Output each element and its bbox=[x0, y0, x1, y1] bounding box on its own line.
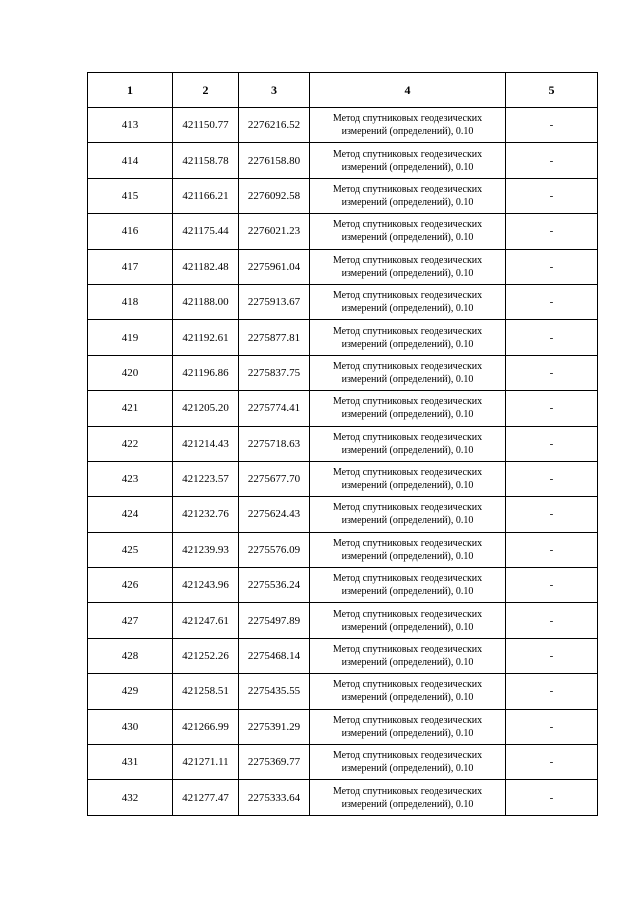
method-cell bbox=[310, 284, 506, 319]
note-cell: - bbox=[506, 426, 598, 461]
method-line-1: Метод спутниковых геодезических bbox=[332, 113, 483, 125]
table-row bbox=[88, 178, 598, 213]
point-number-cell: 426 bbox=[88, 568, 173, 603]
note-cell: - bbox=[506, 284, 598, 319]
note-cell: - bbox=[506, 355, 598, 390]
x-coordinate-cell: 421247.61 bbox=[173, 603, 239, 638]
method-cell bbox=[310, 780, 506, 815]
y-coordinate-cell: 2275961.04 bbox=[239, 249, 310, 284]
method-line-2: измерений (определений), 0.10 bbox=[341, 798, 474, 810]
y-coordinate-cell: 2275718.63 bbox=[239, 426, 310, 461]
method-cell bbox=[310, 674, 506, 709]
table-row bbox=[88, 674, 598, 709]
method-line-1: Метод спутниковых геодезических bbox=[332, 644, 483, 656]
x-coordinate-cell: 421175.44 bbox=[173, 214, 239, 249]
method-line-1: Метод спутниковых геодезических bbox=[332, 148, 483, 160]
method-line-1: Метод спутниковых геодезических bbox=[332, 325, 483, 337]
point-number-cell: 418 bbox=[88, 284, 173, 319]
note-cell: - bbox=[506, 249, 598, 284]
note-cell: - bbox=[506, 603, 598, 638]
note-cell: - bbox=[506, 391, 598, 426]
method-line-2: измерений (определений), 0.10 bbox=[341, 161, 474, 173]
method-line-2: измерений (определений), 0.10 bbox=[341, 232, 474, 244]
x-coordinate-cell: 421252.26 bbox=[173, 638, 239, 673]
method-line-1: Метод спутниковых геодезических bbox=[332, 714, 483, 726]
y-coordinate-cell: 2276021.23 bbox=[239, 214, 310, 249]
y-coordinate-cell: 2275677.70 bbox=[239, 461, 310, 496]
x-coordinate-cell: 421205.20 bbox=[173, 391, 239, 426]
method-line-1: Метод спутниковых геодезических bbox=[332, 750, 483, 762]
method-line-2: измерений (определений), 0.10 bbox=[341, 303, 474, 315]
method-line-2: измерений (определений), 0.10 bbox=[341, 515, 474, 527]
point-number-cell: 424 bbox=[88, 497, 173, 532]
y-coordinate-cell: 2276158.80 bbox=[239, 143, 310, 178]
method-line-2: измерений (определений), 0.10 bbox=[341, 126, 474, 138]
note-cell: - bbox=[506, 143, 598, 178]
method-line-1: Метод спутниковых геодезических bbox=[332, 679, 483, 691]
point-number-cell: 428 bbox=[88, 638, 173, 673]
point-number-cell: 423 bbox=[88, 461, 173, 496]
table-row bbox=[88, 532, 598, 567]
x-coordinate-cell: 421192.61 bbox=[173, 320, 239, 355]
y-coordinate-cell: 2275391.29 bbox=[239, 709, 310, 744]
y-coordinate-cell: 2276216.52 bbox=[239, 108, 310, 143]
method-line-1: Метод спутниковых геодезических bbox=[332, 573, 483, 585]
table-row bbox=[88, 603, 598, 638]
point-number-cell: 417 bbox=[88, 249, 173, 284]
point-number-cell: 414 bbox=[88, 143, 173, 178]
note-cell: - bbox=[506, 638, 598, 673]
point-number-cell: 432 bbox=[88, 780, 173, 815]
table-header bbox=[88, 73, 598, 108]
x-coordinate-cell: 421188.00 bbox=[173, 284, 239, 319]
x-coordinate-cell: 421166.21 bbox=[173, 178, 239, 213]
table-row bbox=[88, 426, 598, 461]
header-col-3: 3 bbox=[239, 73, 310, 108]
method-line-1: Метод спутниковых геодезических bbox=[332, 290, 483, 302]
point-number-cell: 429 bbox=[88, 674, 173, 709]
method-line-2: измерений (определений), 0.10 bbox=[341, 586, 474, 598]
header-col-4: 4 bbox=[310, 73, 506, 108]
table-row bbox=[88, 745, 598, 780]
point-number-cell: 416 bbox=[88, 214, 173, 249]
header-col-5: 5 bbox=[506, 73, 598, 108]
note-cell: - bbox=[506, 532, 598, 567]
method-line-1: Метод спутниковых геодезических bbox=[332, 254, 483, 266]
method-cell bbox=[310, 320, 506, 355]
method-line-2: измерений (определений), 0.10 bbox=[341, 444, 474, 456]
method-cell bbox=[310, 461, 506, 496]
method-line-1: Метод спутниковых геодезических bbox=[332, 396, 483, 408]
y-coordinate-cell: 2275837.75 bbox=[239, 355, 310, 390]
note-cell: - bbox=[506, 320, 598, 355]
point-number-cell: 422 bbox=[88, 426, 173, 461]
method-line-2: измерений (определений), 0.10 bbox=[341, 409, 474, 421]
method-line-2: измерений (определений), 0.10 bbox=[341, 267, 474, 279]
method-line-1: Метод спутниковых геодезических bbox=[332, 502, 483, 514]
header-col-1: 1 bbox=[88, 73, 173, 108]
method-cell bbox=[310, 497, 506, 532]
x-coordinate-cell: 421243.96 bbox=[173, 568, 239, 603]
method-line-2: измерений (определений), 0.10 bbox=[341, 692, 474, 704]
y-coordinate-cell: 2275774.41 bbox=[239, 391, 310, 426]
note-cell: - bbox=[506, 461, 598, 496]
note-cell: - bbox=[506, 214, 598, 249]
method-cell bbox=[310, 568, 506, 603]
method-line-2: измерений (определений), 0.10 bbox=[341, 338, 474, 350]
method-cell bbox=[310, 532, 506, 567]
method-line-1: Метод спутниковых геодезических bbox=[332, 785, 483, 797]
y-coordinate-cell: 2275435.55 bbox=[239, 674, 310, 709]
method-line-2: измерений (определений), 0.10 bbox=[341, 727, 474, 739]
method-line-1: Метод спутниковых геодезических bbox=[332, 183, 483, 195]
y-coordinate-cell: 2275877.81 bbox=[239, 320, 310, 355]
table-row bbox=[88, 497, 598, 532]
method-line-2: измерений (определений), 0.10 bbox=[341, 373, 474, 385]
note-cell: - bbox=[506, 178, 598, 213]
y-coordinate-cell: 2275913.67 bbox=[239, 284, 310, 319]
method-cell bbox=[310, 603, 506, 638]
table-row bbox=[88, 320, 598, 355]
method-line-1: Метод спутниковых геодезических bbox=[332, 608, 483, 620]
note-cell: - bbox=[506, 568, 598, 603]
coordinates-table bbox=[87, 72, 598, 816]
point-number-cell: 421 bbox=[88, 391, 173, 426]
table-row bbox=[88, 568, 598, 603]
table-row bbox=[88, 143, 598, 178]
method-cell bbox=[310, 249, 506, 284]
table-row bbox=[88, 391, 598, 426]
table-row bbox=[88, 108, 598, 143]
method-line-2: измерений (определений), 0.10 bbox=[341, 550, 474, 562]
point-number-cell: 425 bbox=[88, 532, 173, 567]
x-coordinate-cell: 421232.76 bbox=[173, 497, 239, 532]
method-cell bbox=[310, 709, 506, 744]
table-row bbox=[88, 638, 598, 673]
header-col-2: 2 bbox=[173, 73, 239, 108]
x-coordinate-cell: 421239.93 bbox=[173, 532, 239, 567]
method-cell bbox=[310, 143, 506, 178]
table-row bbox=[88, 249, 598, 284]
point-number-cell: 415 bbox=[88, 178, 173, 213]
x-coordinate-cell: 421223.57 bbox=[173, 461, 239, 496]
method-line-1: Метод спутниковых геодезических bbox=[332, 431, 483, 443]
note-cell: - bbox=[506, 674, 598, 709]
method-line-1: Метод спутниковых геодезических bbox=[332, 467, 483, 479]
table-row bbox=[88, 355, 598, 390]
header-row bbox=[88, 73, 598, 108]
table-row bbox=[88, 284, 598, 319]
x-coordinate-cell: 421214.43 bbox=[173, 426, 239, 461]
point-number-cell: 413 bbox=[88, 108, 173, 143]
method-cell bbox=[310, 108, 506, 143]
y-coordinate-cell: 2275333.64 bbox=[239, 780, 310, 815]
method-cell bbox=[310, 214, 506, 249]
x-coordinate-cell: 421150.77 bbox=[173, 108, 239, 143]
point-number-cell: 419 bbox=[88, 320, 173, 355]
note-cell: - bbox=[506, 497, 598, 532]
note-cell: - bbox=[506, 709, 598, 744]
point-number-cell: 431 bbox=[88, 745, 173, 780]
x-coordinate-cell: 421158.78 bbox=[173, 143, 239, 178]
method-line-2: измерений (определений), 0.10 bbox=[341, 196, 474, 208]
table-row bbox=[88, 461, 598, 496]
method-line-2: измерений (определений), 0.10 bbox=[341, 763, 474, 775]
method-cell bbox=[310, 426, 506, 461]
x-coordinate-cell: 421258.51 bbox=[173, 674, 239, 709]
note-cell: - bbox=[506, 108, 598, 143]
method-cell bbox=[310, 745, 506, 780]
table-row bbox=[88, 709, 598, 744]
method-cell bbox=[310, 178, 506, 213]
x-coordinate-cell: 421277.47 bbox=[173, 780, 239, 815]
table-body bbox=[88, 108, 598, 816]
method-cell bbox=[310, 355, 506, 390]
method-cell bbox=[310, 391, 506, 426]
x-coordinate-cell: 421271.11 bbox=[173, 745, 239, 780]
y-coordinate-cell: 2276092.58 bbox=[239, 178, 310, 213]
point-number-cell: 430 bbox=[88, 709, 173, 744]
point-number-cell: 420 bbox=[88, 355, 173, 390]
x-coordinate-cell: 421266.99 bbox=[173, 709, 239, 744]
y-coordinate-cell: 2275624.43 bbox=[239, 497, 310, 532]
table-row bbox=[88, 214, 598, 249]
y-coordinate-cell: 2275468.14 bbox=[239, 638, 310, 673]
method-line-1: Метод спутниковых геодезических bbox=[332, 219, 483, 231]
method-line-2: измерений (определений), 0.10 bbox=[341, 657, 474, 669]
y-coordinate-cell: 2275576.09 bbox=[239, 532, 310, 567]
x-coordinate-cell: 421196.86 bbox=[173, 355, 239, 390]
method-line-1: Метод спутниковых геодезических bbox=[332, 360, 483, 372]
y-coordinate-cell: 2275369.77 bbox=[239, 745, 310, 780]
method-line-2: измерений (определений), 0.10 bbox=[341, 621, 474, 633]
note-cell: - bbox=[506, 780, 598, 815]
table-row bbox=[88, 780, 598, 815]
note-cell: - bbox=[506, 745, 598, 780]
method-line-2: измерений (определений), 0.10 bbox=[341, 480, 474, 492]
point-number-cell: 427 bbox=[88, 603, 173, 638]
method-line-1: Метод спутниковых геодезических bbox=[332, 537, 483, 549]
y-coordinate-cell: 2275497.89 bbox=[239, 603, 310, 638]
y-coordinate-cell: 2275536.24 bbox=[239, 568, 310, 603]
x-coordinate-cell: 421182.48 bbox=[173, 249, 239, 284]
method-cell bbox=[310, 638, 506, 673]
